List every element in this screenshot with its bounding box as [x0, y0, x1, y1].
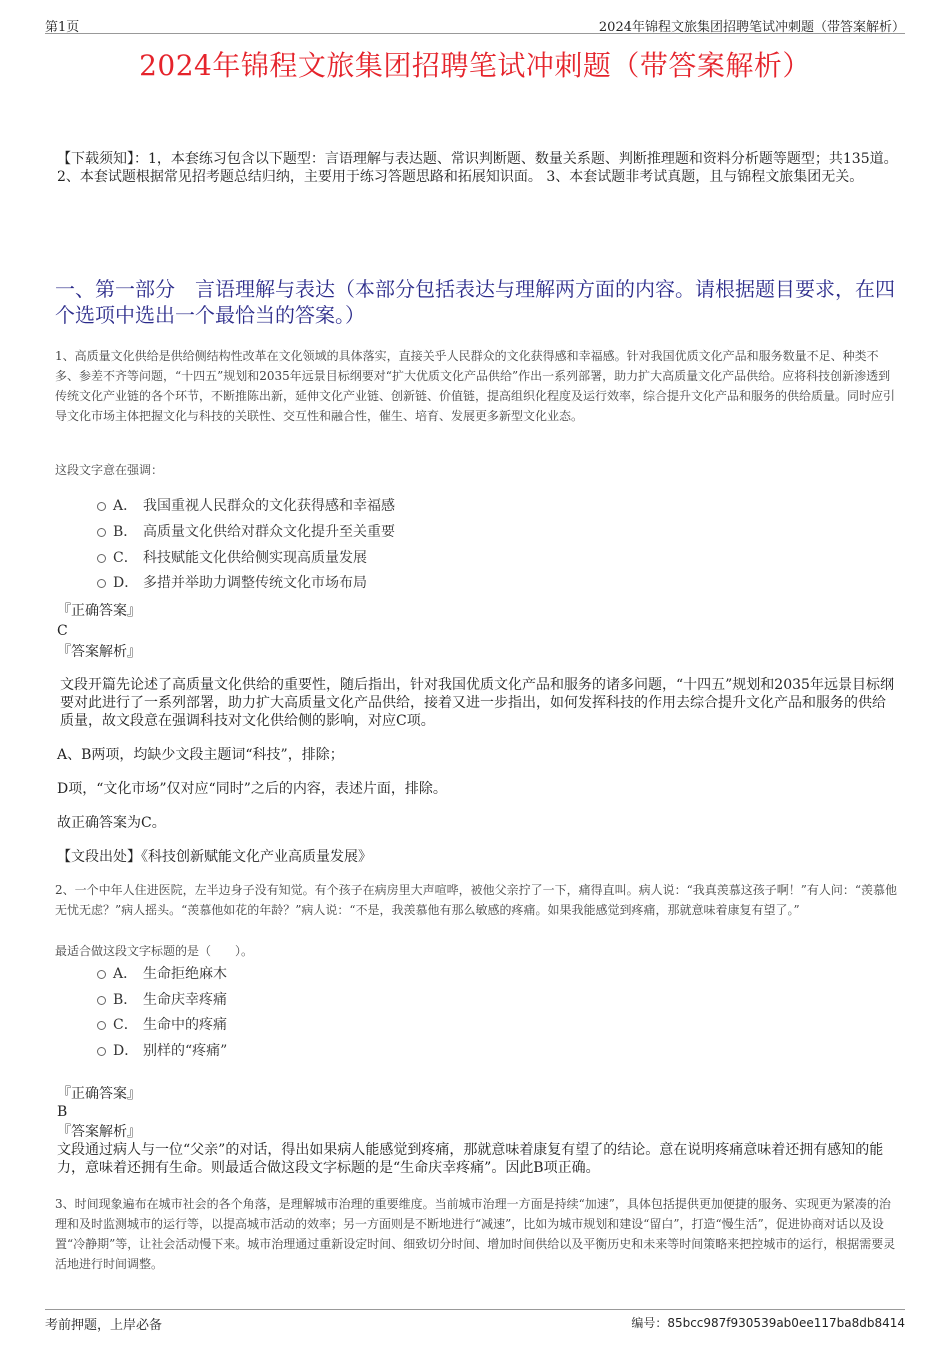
- question-2-analysis: 文段通过病人与一位“父亲”的对话，得出如果病人能感觉到疼痛，那就意味着康复有望了的结论。意在说明疼痛意味着还拥有感知的能力，意味着还拥有生命。则最适合做这段文字标题的是“生命庆幸疼痛”。因此B项正确。: [57, 1142, 884, 1176]
- question-1-option-b[interactable]: B． 高质量文化供给对群众文化提升至关重要: [97, 522, 395, 542]
- question-2-analysis-label: 『答案解析』: [57, 1124, 141, 1140]
- question-1-option-d[interactable]: D． 多措并举助力调整传统文化市场布局: [97, 573, 367, 593]
- question-2-option-c[interactable]: C． 生命中的疼痛: [97, 1015, 227, 1035]
- footer-doc-id: 编号：85bcc987f930539ab0ee117ba8db8414: [631, 1316, 905, 1330]
- question-2-option-d[interactable]: D． 别样的“疼痛”: [97, 1041, 227, 1061]
- question-1-option-c[interactable]: C． 科技赋能文化供给侧实现高质量发展: [97, 548, 367, 568]
- question-2-prompt: 最适合做这段文字标题的是（ ）。: [55, 944, 254, 958]
- question-1-prompt: 这段文字意在强调：: [55, 463, 164, 477]
- question-3-stem: 3、时间现象遍布在城市社会的各个角落，是理解城市治理的重要维度。当前城市治理一方面是持续“加速”，具体包括提供更加便捷的服务、实现更为紧凑的治理和及时监测城市的运行等，以提高城市活动的效率；另一方面则是不断地进行“减速”，比如为城市规划和建设“留白”，打造“慢生活”，促进协商对话以及设置“冷静期”等，让社会活动慢下来。城市治理通过重新设定时间、细致切分时间、增加时间供给以及平衡历史和未来等时间策略来把控城市的运行，根据需要灵活地进行时间调整。: [55, 1197, 896, 1271]
- question-1-analysis-main: 文段开篇先论述了高质量文化供给的重要性，随后指出，针对我国优质文化产品和服务的诸多问题，“十四五”规划和2035年远景目标纲要对此进行了一系列部署，助力扩大高质量文化产品供给，接着又进一步指出，如何发挥科技的作用去综合提升文化产品和服务的供给质量，故文段意在强调科技对文化供给侧的影响，对应C项。: [60, 677, 894, 729]
- question-2-option-a[interactable]: A． 生命拒绝麻木: [97, 964, 227, 984]
- question-1-option-a[interactable]: A． 我国重视人民群众的文化获得感和幸福感: [97, 496, 395, 516]
- question-2-stem: 2、一个中年人住进医院，左半边身子没有知觉。有个孩子在病房里大声喧哗，被他父亲拧了一下，痛得直叫。病人说：“我真羡慕这孩子啊！”有人问：“羡慕他无忧无虑？”病人摇头。“羡慕他如花的年龄？”病人说：“不是，我羡慕他有那么敏感的疼痛。如果我能感觉到疼痛，那就意味着康复有望了。”: [55, 883, 898, 917]
- page-number: 第1页: [45, 20, 80, 35]
- radio-icon[interactable]: [97, 502, 106, 511]
- radio-icon[interactable]: [97, 528, 106, 537]
- question-1-conclusion: 故正确答案为C。: [57, 815, 166, 831]
- question-1-stem: 1、高质量文化供给是供给侧结构性改革在文化领域的具体落实，直接关乎人民群众的文化获得感和幸福感。针对我国优质文化产品和服务数量不足、种类不多、参差不齐等问题，“十四五”规划和2035年远景目标纲要对“扩大优质文化产品供给”作出一系列部署，助力扩大高质量文化产品供给。应将科技创新渗透到传统文化产业链的各个环节，不断推陈出新，延伸文化产业链、创新链、价值链，提高组织化程度及运行效率，综合提升文化产品和服务的供给质量。同时应引导文化市场主体把握文化与科技的关联性、交互性和融合性，催生、培育、发展更多新型文化业态。: [55, 349, 896, 423]
- radio-icon[interactable]: [97, 1047, 106, 1056]
- radio-icon[interactable]: [97, 579, 106, 588]
- question-1-source: 【文段出处】《科技创新赋能文化产业高质量发展》: [57, 849, 372, 865]
- page-header: [45, 14, 905, 34]
- question-1-analysis-d: D项，“文化市场”仅对应“同时”之后的内容，表述片面，排除。: [57, 781, 447, 797]
- page-title: 2024年锦程文旅集团招聘笔试冲刺题（带答案解析）: [139, 49, 811, 82]
- question-2-option-b[interactable]: B． 生命庆幸疼痛: [97, 990, 227, 1010]
- question-2-answer-label: 『正确答案』: [57, 1086, 141, 1102]
- section-heading: 一、第一部分 言语理解与表达（本部分包括表达与理解两方面的内容。请根据题目要求，在四个选项中选出一个最恰当的答案。）: [55, 277, 895, 327]
- footer-slogan: 考前押题，上岸必备: [45, 1318, 163, 1333]
- question-1-answer: C: [57, 623, 68, 639]
- question-2-answer: B: [57, 1104, 68, 1120]
- page-footer: [45, 1309, 905, 1333]
- question-1-answer-label: 『正确答案』: [57, 603, 141, 619]
- header-doc-title: 2024年锦程文旅集团招聘笔试冲刺题（带答案解析）: [598, 20, 905, 35]
- radio-icon[interactable]: [97, 1021, 106, 1030]
- radio-icon[interactable]: [97, 970, 106, 979]
- question-1-analysis-label: 『答案解析』: [57, 644, 141, 660]
- radio-icon[interactable]: [97, 554, 106, 563]
- radio-icon[interactable]: [97, 996, 106, 1005]
- download-notice: 【下载须知】：1，本套练习包含以下题型：言语理解与表达题、常识判断题、数量关系题、判断推理题和资料分析题等题型；共135道。 2、本套试题根据常见招考题总结归纳，主要用于练习答题思路和拓展知识面。 3、本套试题非考试真题，且与锦程文旅集团无关。: [57, 151, 898, 185]
- question-1-analysis-ab: A、B两项，均缺少文段主题词“科技”，排除；: [57, 747, 344, 763]
